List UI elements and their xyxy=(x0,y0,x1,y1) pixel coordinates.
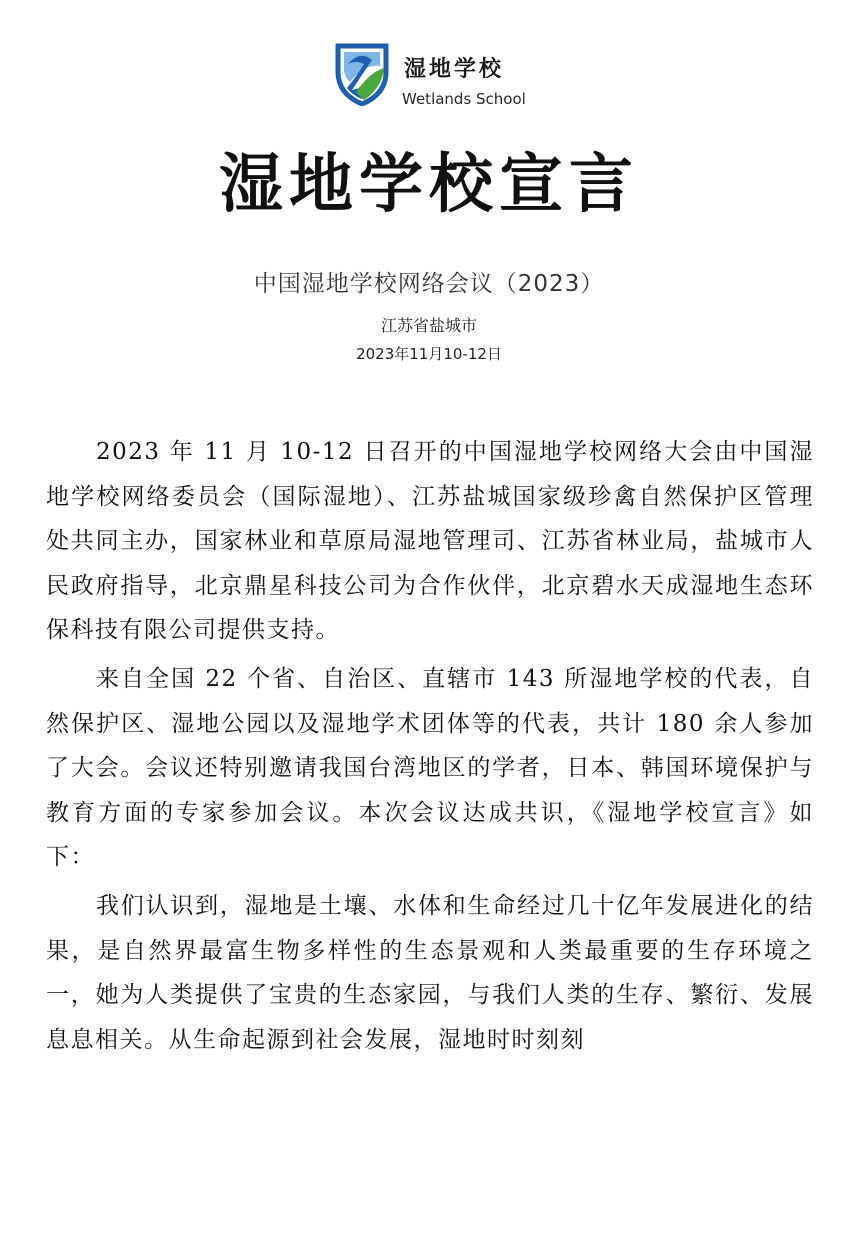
declaration-body xyxy=(46,430,814,1066)
school-logo xyxy=(334,42,534,110)
paragraph: 2023 年 11 月 10-12 日召开的中国湿地学校网络大会由中国湿地学校网络委员会（国际湿地）、江苏盐城国家级珍禽自然保护区管理处共同主办，国家林业和草原局湿地管理司、江苏省林业局，盐城市人民政府指导，北京鼎星科技公司为合作伙伴，北京碧水天成湿地生态环保科技有限公司提供支持。 xyxy=(46,439,814,644)
logo-chinese-name: 湿地学校 xyxy=(404,56,505,82)
paragraph: 我们认识到，湿地是土壤、水体和生命经过几十亿年发展进化的结果，是自然界最富生物多样性的生态景观和人类最重要的生存环境之一，她为人类提供了宝贵的生态家园，与我们人类的生存、繁衍、发展息息相关。从生命起源到社会发展，湿地时时刻刻 xyxy=(46,892,814,1053)
logo-english-name: Wetlands School xyxy=(402,90,526,108)
conference-name: 中国湿地学校网络会议（2023） xyxy=(253,271,605,297)
conference-location: 江苏省盐城市 xyxy=(380,316,477,335)
wetlands-school-logo-icon xyxy=(334,42,390,106)
paragraph: 来自全国 22 个省、自治区、直辖市 143 所湿地学校的代表，自然保护区、湿地公园以及湿地学术团体等的代表，共计 180 余人参加了大会。会议还特别邀请我国台湾地区的学者，日本、韩国环境保护与教育方面的专家参加会议。本次会议达成共识，《湿地学校宣言》如下： xyxy=(46,665,814,871)
conference-date: 2023年11月10-12日 xyxy=(356,345,502,363)
page-title: 湿地学校宣言 xyxy=(219,147,639,222)
